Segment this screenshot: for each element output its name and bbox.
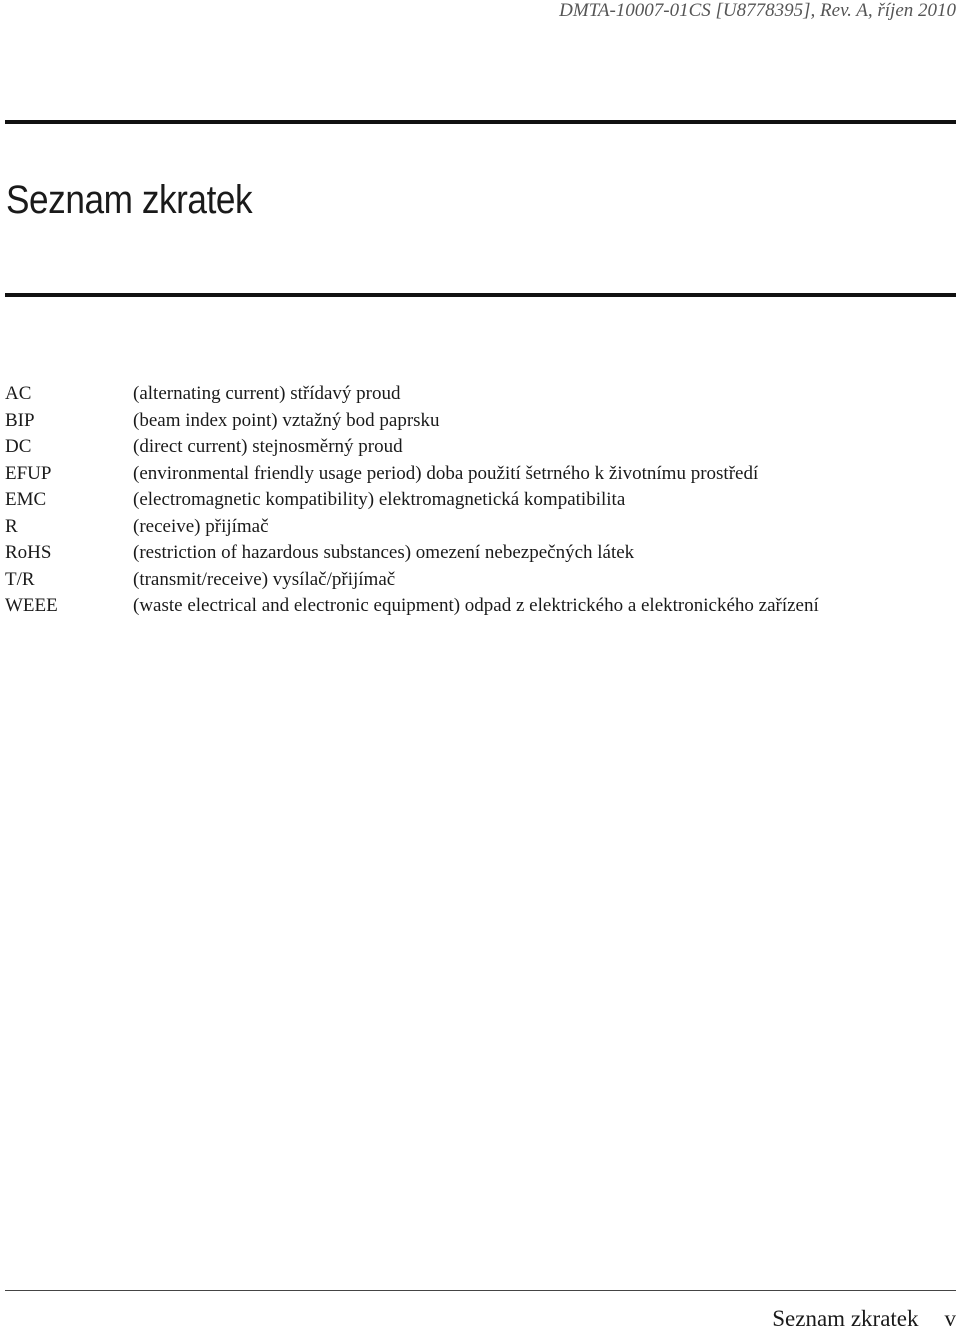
abbreviation-row [5, 593, 955, 620]
abbreviation-description: (waste electrical and electronic equipment) odpad z elektrického a elektronického zařízení [133, 595, 819, 616]
title-top-rule [5, 120, 956, 124]
abbreviation-list [5, 381, 955, 620]
abbreviation-row [5, 461, 955, 488]
abbreviation-description: (environmental friendly usage period) doba použití šetrného k životnímu prostředí [133, 462, 759, 484]
abbreviation-code: EMC [5, 489, 47, 510]
abbreviation-description: (electromagnetic kompatibility) elektromagnetická kompatibilita [133, 489, 626, 510]
abbreviation-description: (beam index point) vztažný bod paprsku [133, 409, 440, 431]
abbreviation-description: (receive) přijímač [133, 515, 269, 537]
footer-section-title: Seznam zkratek [772, 1306, 919, 1331]
abbreviation-row [5, 408, 955, 435]
document-reference: DMTA-10007-01CS [U8778395], Rev. A, říjen 2010 [559, 0, 956, 21]
abbreviation-code: T/R [5, 568, 35, 590]
abbreviation-row [5, 567, 955, 594]
abbreviation-code: RoHS [5, 542, 52, 563]
abbreviation-description: (restriction of hazardous substances) omezení nebezpečných látek [133, 542, 635, 563]
abbreviation-code: WEEE [5, 595, 58, 616]
footer-rule [5, 1290, 956, 1291]
abbreviation-row [5, 487, 955, 514]
title-bottom-rule [5, 293, 956, 297]
abbreviation-code: EFUP [5, 462, 52, 484]
abbreviation-row [5, 540, 955, 567]
abbreviation-description: (alternating current) střídavý proud [133, 383, 401, 404]
page-number: v [944, 1306, 956, 1331]
abbreviation-description: (transmit/receive) vysílač/přijímač [133, 568, 396, 590]
page-footer [772, 1306, 956, 1332]
abbreviation-description: (direct current) stejnosměrný proud [133, 436, 403, 457]
abbreviation-code: BIP [5, 409, 35, 431]
abbreviation-code: R [5, 515, 18, 537]
abbreviation-code: DC [5, 436, 32, 457]
page-title: Seznam zkratek [6, 178, 253, 222]
abbreviation-row [5, 381, 955, 408]
abbreviation-code: AC [5, 383, 32, 404]
abbreviation-row [5, 434, 955, 461]
abbreviation-row [5, 514, 955, 541]
